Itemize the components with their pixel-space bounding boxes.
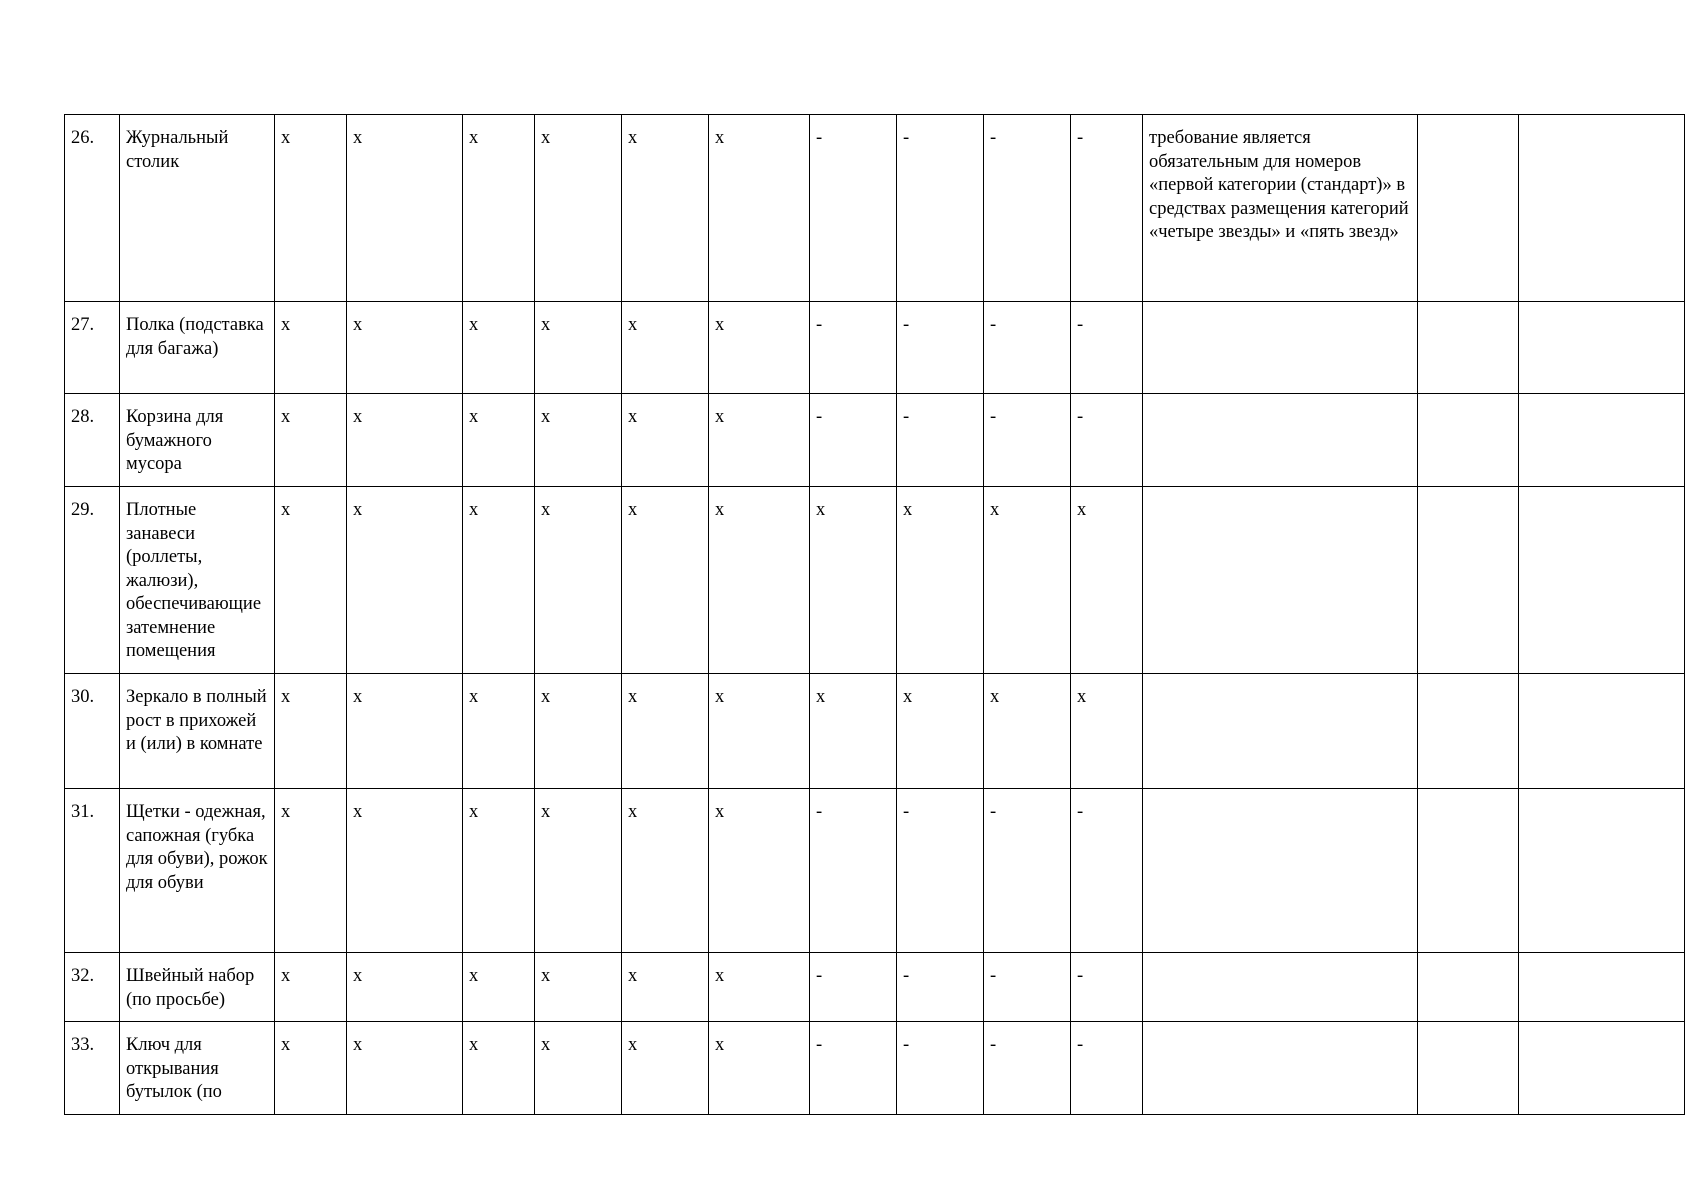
row-number: 28. bbox=[65, 394, 120, 487]
category-mark: - bbox=[984, 953, 1071, 1022]
category-mark: - bbox=[897, 1022, 984, 1115]
empty-cell bbox=[1519, 302, 1685, 394]
row-number: 32. bbox=[65, 953, 120, 1022]
item-name: Полка (подставка для багажа) bbox=[120, 302, 275, 394]
table-row bbox=[65, 487, 1685, 674]
category-mark: x bbox=[535, 115, 622, 302]
category-mark: - bbox=[897, 302, 984, 394]
category-mark: x bbox=[984, 487, 1071, 674]
category-mark: - bbox=[1071, 115, 1143, 302]
category-mark: x bbox=[347, 115, 463, 302]
empty-cell bbox=[1519, 953, 1685, 1022]
empty-cell bbox=[1418, 789, 1519, 953]
empty-cell bbox=[1519, 394, 1685, 487]
category-mark: x bbox=[984, 674, 1071, 789]
table-row bbox=[65, 953, 1685, 1022]
category-mark: x bbox=[535, 302, 622, 394]
item-name: Ключ для открывания бутылок (по bbox=[120, 1022, 275, 1115]
category-mark: x bbox=[535, 953, 622, 1022]
category-mark: x bbox=[275, 115, 347, 302]
category-mark: x bbox=[709, 394, 810, 487]
item-name: Журнальный столик bbox=[120, 115, 275, 302]
category-mark: x bbox=[463, 1022, 535, 1115]
category-mark: x bbox=[1071, 487, 1143, 674]
note-cell bbox=[1143, 953, 1418, 1022]
item-name: Плотные занавеси (роллеты, жалюзи), обеспечивающие затемнение помещения bbox=[120, 487, 275, 674]
category-mark: x bbox=[897, 674, 984, 789]
empty-cell bbox=[1418, 302, 1519, 394]
table-row bbox=[65, 789, 1685, 953]
category-mark: x bbox=[810, 674, 897, 789]
category-mark: x bbox=[535, 789, 622, 953]
empty-cell bbox=[1519, 674, 1685, 789]
category-mark: x bbox=[622, 674, 709, 789]
empty-cell bbox=[1418, 1022, 1519, 1115]
category-mark: - bbox=[810, 115, 897, 302]
empty-cell bbox=[1519, 487, 1685, 674]
note-cell bbox=[1143, 789, 1418, 953]
category-mark: x bbox=[622, 394, 709, 487]
category-mark: - bbox=[1071, 1022, 1143, 1115]
empty-cell bbox=[1519, 115, 1685, 302]
empty-cell bbox=[1418, 487, 1519, 674]
category-mark: x bbox=[275, 487, 347, 674]
category-mark: - bbox=[984, 1022, 1071, 1115]
row-number: 29. bbox=[65, 487, 120, 674]
category-mark: x bbox=[709, 302, 810, 394]
category-mark: x bbox=[535, 394, 622, 487]
category-mark: x bbox=[347, 1022, 463, 1115]
category-mark: x bbox=[275, 953, 347, 1022]
category-mark: x bbox=[347, 394, 463, 487]
category-mark: x bbox=[463, 789, 535, 953]
category-mark: x bbox=[347, 789, 463, 953]
category-mark: x bbox=[709, 674, 810, 789]
row-number: 30. bbox=[65, 674, 120, 789]
category-mark: x bbox=[709, 789, 810, 953]
category-mark: - bbox=[1071, 394, 1143, 487]
category-mark: x bbox=[275, 394, 347, 487]
empty-cell bbox=[1418, 953, 1519, 1022]
category-mark: x bbox=[463, 394, 535, 487]
category-mark: x bbox=[1071, 674, 1143, 789]
category-mark: - bbox=[984, 302, 1071, 394]
category-mark: x bbox=[275, 789, 347, 953]
category-mark: x bbox=[347, 953, 463, 1022]
item-name: Корзина для бумажного мусора bbox=[120, 394, 275, 487]
note-cell bbox=[1143, 487, 1418, 674]
row-number: 33. bbox=[65, 1022, 120, 1115]
requirements-table bbox=[64, 114, 1685, 1115]
category-mark: - bbox=[810, 302, 897, 394]
category-mark: - bbox=[897, 115, 984, 302]
category-mark: - bbox=[897, 953, 984, 1022]
category-mark: x bbox=[622, 1022, 709, 1115]
category-mark: - bbox=[897, 789, 984, 953]
category-mark: x bbox=[622, 789, 709, 953]
note-cell: требование является обязательным для номеров «первой категории (стандарт)» в средствах размещения категорий «четыре звезды» и «пять звезд» bbox=[1143, 115, 1418, 302]
table-row bbox=[65, 1022, 1685, 1115]
category-mark: x bbox=[709, 953, 810, 1022]
category-mark: x bbox=[347, 487, 463, 674]
item-name: Зеркало в полный рост в прихожей и (или) в комнате bbox=[120, 674, 275, 789]
category-mark: x bbox=[463, 487, 535, 674]
category-mark: x bbox=[463, 302, 535, 394]
note-cell bbox=[1143, 394, 1418, 487]
category-mark: x bbox=[622, 302, 709, 394]
category-mark: x bbox=[347, 674, 463, 789]
category-mark: x bbox=[275, 302, 347, 394]
category-mark: - bbox=[984, 115, 1071, 302]
category-mark: x bbox=[622, 487, 709, 674]
category-mark: x bbox=[622, 953, 709, 1022]
category-mark: x bbox=[463, 953, 535, 1022]
category-mark: x bbox=[535, 1022, 622, 1115]
empty-cell bbox=[1418, 394, 1519, 487]
item-name: Швейный набор (по просьбе) bbox=[120, 953, 275, 1022]
category-mark: - bbox=[1071, 953, 1143, 1022]
category-mark: x bbox=[275, 674, 347, 789]
category-mark: x bbox=[622, 115, 709, 302]
category-mark: x bbox=[275, 1022, 347, 1115]
note-cell bbox=[1143, 302, 1418, 394]
empty-cell bbox=[1418, 674, 1519, 789]
empty-cell bbox=[1519, 1022, 1685, 1115]
category-mark: - bbox=[810, 1022, 897, 1115]
category-mark: - bbox=[984, 394, 1071, 487]
note-cell bbox=[1143, 1022, 1418, 1115]
category-mark: - bbox=[1071, 302, 1143, 394]
table-row bbox=[65, 394, 1685, 487]
category-mark: x bbox=[709, 1022, 810, 1115]
empty-cell bbox=[1519, 789, 1685, 953]
category-mark: x bbox=[709, 115, 810, 302]
category-mark: - bbox=[897, 394, 984, 487]
item-name: Щетки - одежная, сапожная (губка для обуви), рожок для обуви bbox=[120, 789, 275, 953]
category-mark: - bbox=[1071, 789, 1143, 953]
category-mark: x bbox=[463, 674, 535, 789]
table-body bbox=[65, 115, 1685, 1115]
category-mark: x bbox=[897, 487, 984, 674]
note-cell bbox=[1143, 674, 1418, 789]
category-mark: - bbox=[810, 953, 897, 1022]
row-number: 31. bbox=[65, 789, 120, 953]
empty-cell bbox=[1418, 115, 1519, 302]
category-mark: x bbox=[535, 487, 622, 674]
row-number: 27. bbox=[65, 302, 120, 394]
table-row bbox=[65, 674, 1685, 789]
category-mark: x bbox=[810, 487, 897, 674]
table-row bbox=[65, 302, 1685, 394]
category-mark: - bbox=[810, 789, 897, 953]
table-row bbox=[65, 115, 1685, 302]
category-mark: - bbox=[810, 394, 897, 487]
category-mark: x bbox=[347, 302, 463, 394]
category-mark: x bbox=[535, 674, 622, 789]
category-mark: x bbox=[463, 115, 535, 302]
category-mark: x bbox=[709, 487, 810, 674]
requirements-table-page bbox=[64, 114, 1685, 1115]
row-number: 26. bbox=[65, 115, 120, 302]
category-mark: - bbox=[984, 789, 1071, 953]
